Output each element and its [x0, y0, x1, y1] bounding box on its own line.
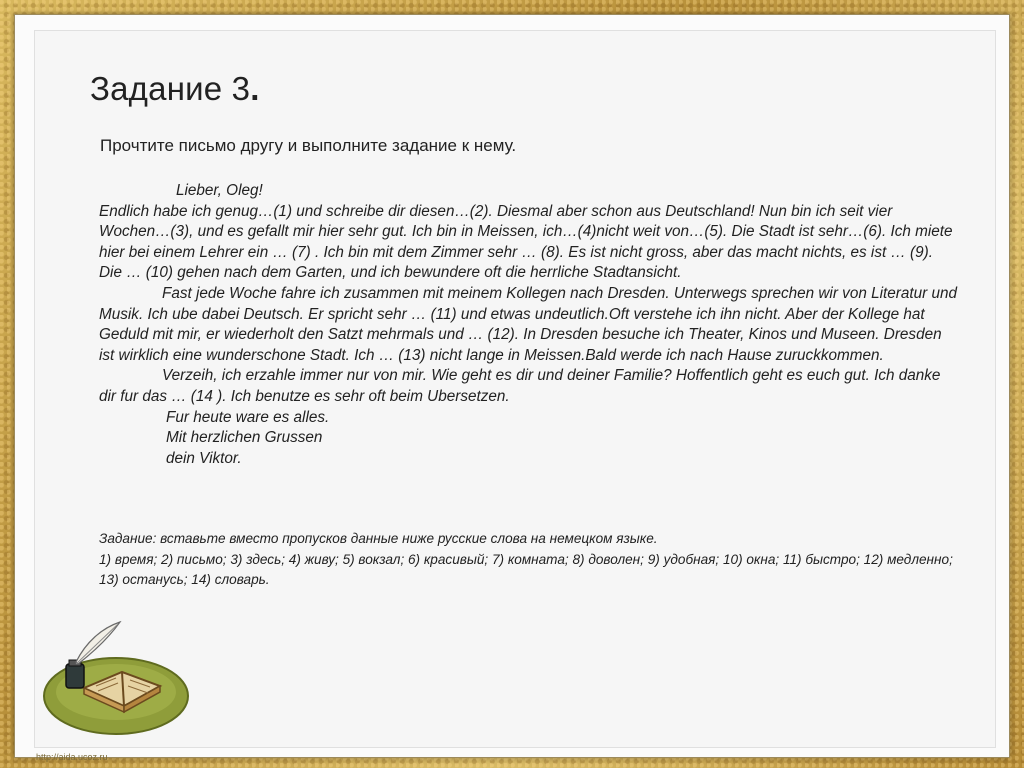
letter-body	[99, 181, 959, 469]
slide-subtitle: Прочтите письмо другу и выполните задание к нему.	[100, 136, 517, 155]
task-instruction: Задание: вставьте вместо пропусков данные ниже русские слова на немецком языке.	[99, 531, 658, 546]
letter-paragraph-1: Endlich habe ich genug…(1) und schreibe dir diesen…(2). Diesmal aber schon aus Deutschland! Nun bin ich seit vier Wochen…(3), und es gefallt mir hier sehr gut. Ich bin in Meissen, ich…(4)nicht weit von…(5). Die Stadt ist sehr…(6). Ich miete hier bei einem Lehrer ein … (7) . Ich bin mit dem Zimmer sehr … (8). Es ist nicht gross, aber das macht nichts, es ist … (9). Die … (10) gehen nach dem Garten, und ich bewundere oft die herrliche Stadtansicht.	[99, 202, 953, 282]
letter-greeting: Lieber, Oleg!	[176, 182, 263, 199]
letter-paragraph-2: Fast jede Woche fahre ich zusammen mit meinem Kollegen nach Dresden. Unterwegs sprechen wir von Literatur und Musik. Ich ube dabei Deutsch. Er spricht sehr … (11) und etwas undeutlich.Oft verstehe ich ihn nicht. Aber der Kollege hat Geduld mit mir, er wiederholt den Satzt mehrmals und … (12). In Dresden besuche ich Theater, Kinos und Museen. Dresden ist wirklich eine wunderschone Stadt. Ich … (13) nicht lange in Meissen.Bald werde ich nach Hause zuruckkommen.	[99, 284, 957, 364]
letter-closing-2: Mit herzlichen Grussen	[166, 429, 323, 447]
letter-signature: dein Viktor.	[166, 449, 242, 467]
inkwell-quill-book-icon	[40, 620, 190, 745]
task-block	[99, 529, 959, 591]
task-word-list: 1) время; 2) письмо; 3) здесь; 4) живу; 5) вокзал; 6) красивый; 7) комната; 8) доволен; 9) удобная; 10) окна; 11) быстро; 12) медленно; 13) останусь; 14) словарь.	[99, 551, 953, 587]
letter-closing-1: Fur heute ware es alles.	[166, 408, 330, 426]
title-dot: .	[250, 70, 260, 107]
watermark-url: http://aida.ucoz.ru	[36, 752, 108, 762]
title-text: Задание 3	[90, 70, 251, 107]
letter-paragraph-3: Verzeih, ich erzahle immer nur von mir. Wie geht es dir und deiner Familie? Hoffentlich geht es euch gut. Ich danke dir fur das … (14 ). Ich benutze es sehr oft beim Ubersetzen.	[99, 367, 941, 405]
slide-title	[90, 70, 260, 108]
